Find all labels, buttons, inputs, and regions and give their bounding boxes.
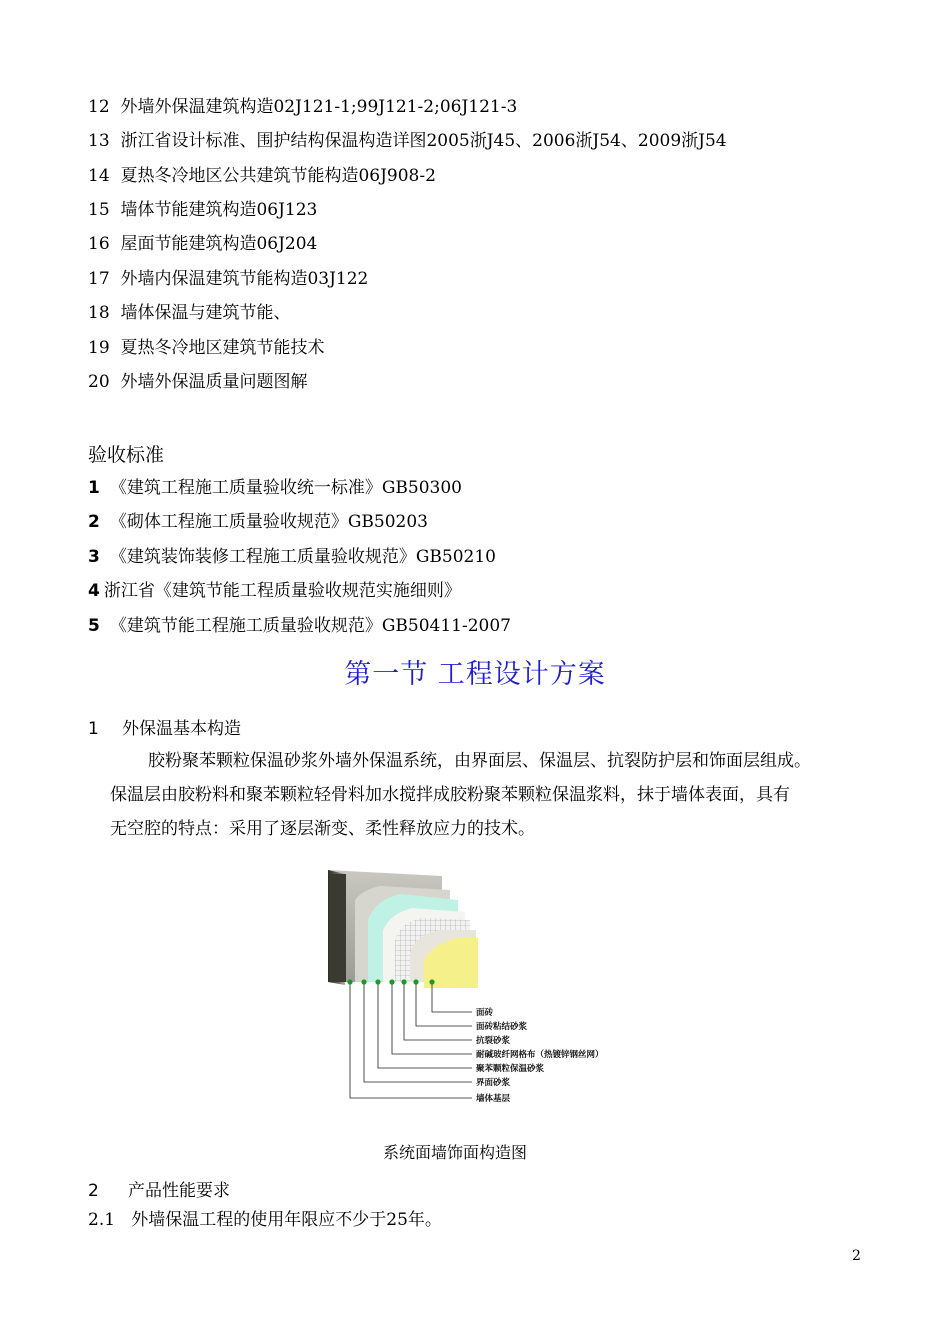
acceptance-item	[88, 510, 428, 534]
wall-construction-figure	[300, 860, 650, 1120]
acceptance-item	[88, 614, 511, 638]
reference-number: 20	[88, 372, 110, 392]
wall-base-edge	[330, 874, 346, 982]
paragraph-line: 无空腔的特点：采用了逐层渐变、柔性释放应力的技术。	[110, 819, 535, 839]
reference-text: 外墙内保温建筑节能构造03J122	[120, 269, 369, 289]
reference-number: 13	[88, 131, 110, 151]
requirement-text: 外墙保温工程的使用年限应不少于25年。	[131, 1210, 442, 1230]
subsection-number: 2	[88, 1181, 99, 1201]
reference-text: 浙江省设计标准、围护结构保温构造详图2005浙J45、2006浙J54、2009浙J54	[120, 131, 727, 151]
acceptance-text: 《砌体工程施工质量验收规范》GB50203	[109, 512, 428, 532]
leader-lines	[350, 982, 472, 1098]
figure-label: 面砖	[476, 1008, 494, 1018]
reference-item	[88, 370, 307, 394]
reference-item	[88, 129, 727, 153]
acceptance-item	[88, 579, 461, 603]
figure-label: 墙体基层	[476, 1094, 511, 1104]
figure-label: 耐碱玻纤网格布（热镀锌钢丝网）	[476, 1050, 604, 1060]
reference-text: 外墙外保温建筑构造02J121-1;99J121-2;06J121-3	[120, 97, 518, 117]
reference-number: 18	[88, 303, 110, 323]
subsection-title: 外保温基本构造	[122, 719, 241, 739]
reference-item	[88, 232, 317, 256]
acceptance-item	[88, 476, 462, 500]
acceptance-number: 2	[88, 512, 100, 532]
reference-item	[88, 301, 290, 325]
figure-label: 界面砂浆	[476, 1078, 511, 1088]
reference-number: 15	[88, 200, 110, 220]
acceptance-number: 4	[88, 581, 100, 601]
construction-paragraph	[110, 744, 900, 846]
figure-label: 抗裂砂浆	[476, 1036, 511, 1046]
reference-number: 12	[88, 97, 110, 117]
acceptance-text: 浙江省《建筑节能工程质量验收规范实施细则》	[103, 581, 461, 601]
reference-text: 墙体保温与建筑节能、	[120, 303, 291, 323]
subsection-heading	[88, 1176, 230, 1201]
page-number: 2	[852, 1248, 861, 1264]
reference-text: 夏热冬冷地区建筑节能技术	[120, 338, 325, 358]
reference-text: 墙体节能建筑构造06J123	[120, 200, 318, 220]
reference-item	[88, 164, 436, 188]
paragraph-line: 胶粉聚苯颗粒保温砂浆外墙外保温系统，由界面层、保温层、抗裂防护层和饰面层组成。	[148, 751, 811, 771]
reference-text: 外墙外保温质量问题图解	[120, 372, 308, 392]
acceptance-heading: 验收标准	[88, 444, 165, 466]
figure-labels	[476, 1007, 604, 1104]
acceptance-text: 《建筑装饰装修工程施工质量验收规范》GB50210	[109, 547, 496, 567]
requirement-number: 2.1	[88, 1210, 116, 1230]
reference-item	[88, 95, 517, 119]
subsection-number: 1	[88, 719, 99, 739]
acceptance-text: 《建筑节能工程施工质量验收规范》GB50411-2007	[109, 616, 512, 636]
reference-text: 屋面节能建筑构造06J204	[120, 234, 318, 254]
reference-text: 夏热冬冷地区公共建筑节能构造06J908-2	[120, 166, 436, 186]
section-title: 第一节 工程设计方案	[344, 659, 606, 690]
acceptance-text: 《建筑工程施工质量验收统一标准》GB50300	[109, 478, 462, 498]
acceptance-number: 1	[88, 478, 100, 498]
reference-item	[88, 336, 324, 360]
subsection-title: 产品性能要求	[128, 1181, 230, 1201]
acceptance-item	[88, 545, 496, 569]
reference-number: 16	[88, 234, 110, 254]
reference-number: 14	[88, 166, 110, 186]
acceptance-number: 3	[88, 547, 100, 567]
reference-number: 17	[88, 269, 110, 289]
figure-caption: 系统面墙饰面构造图	[382, 1143, 527, 1162]
figure-label: 面砖粘结砂浆	[476, 1022, 528, 1032]
reference-item	[88, 198, 317, 222]
requirement-item	[88, 1208, 442, 1232]
reference-item	[88, 267, 368, 291]
reference-number: 19	[88, 338, 110, 358]
subsection-heading	[88, 714, 241, 739]
figure-label: 聚苯颗粒保温砂浆	[476, 1064, 545, 1074]
acceptance-number: 5	[88, 616, 100, 636]
paragraph-line: 保温层由胶粉料和聚苯颗粒轻骨料加水搅拌成胶粉聚苯颗粒保温浆料，抹于墙体表面，具有	[110, 785, 790, 805]
